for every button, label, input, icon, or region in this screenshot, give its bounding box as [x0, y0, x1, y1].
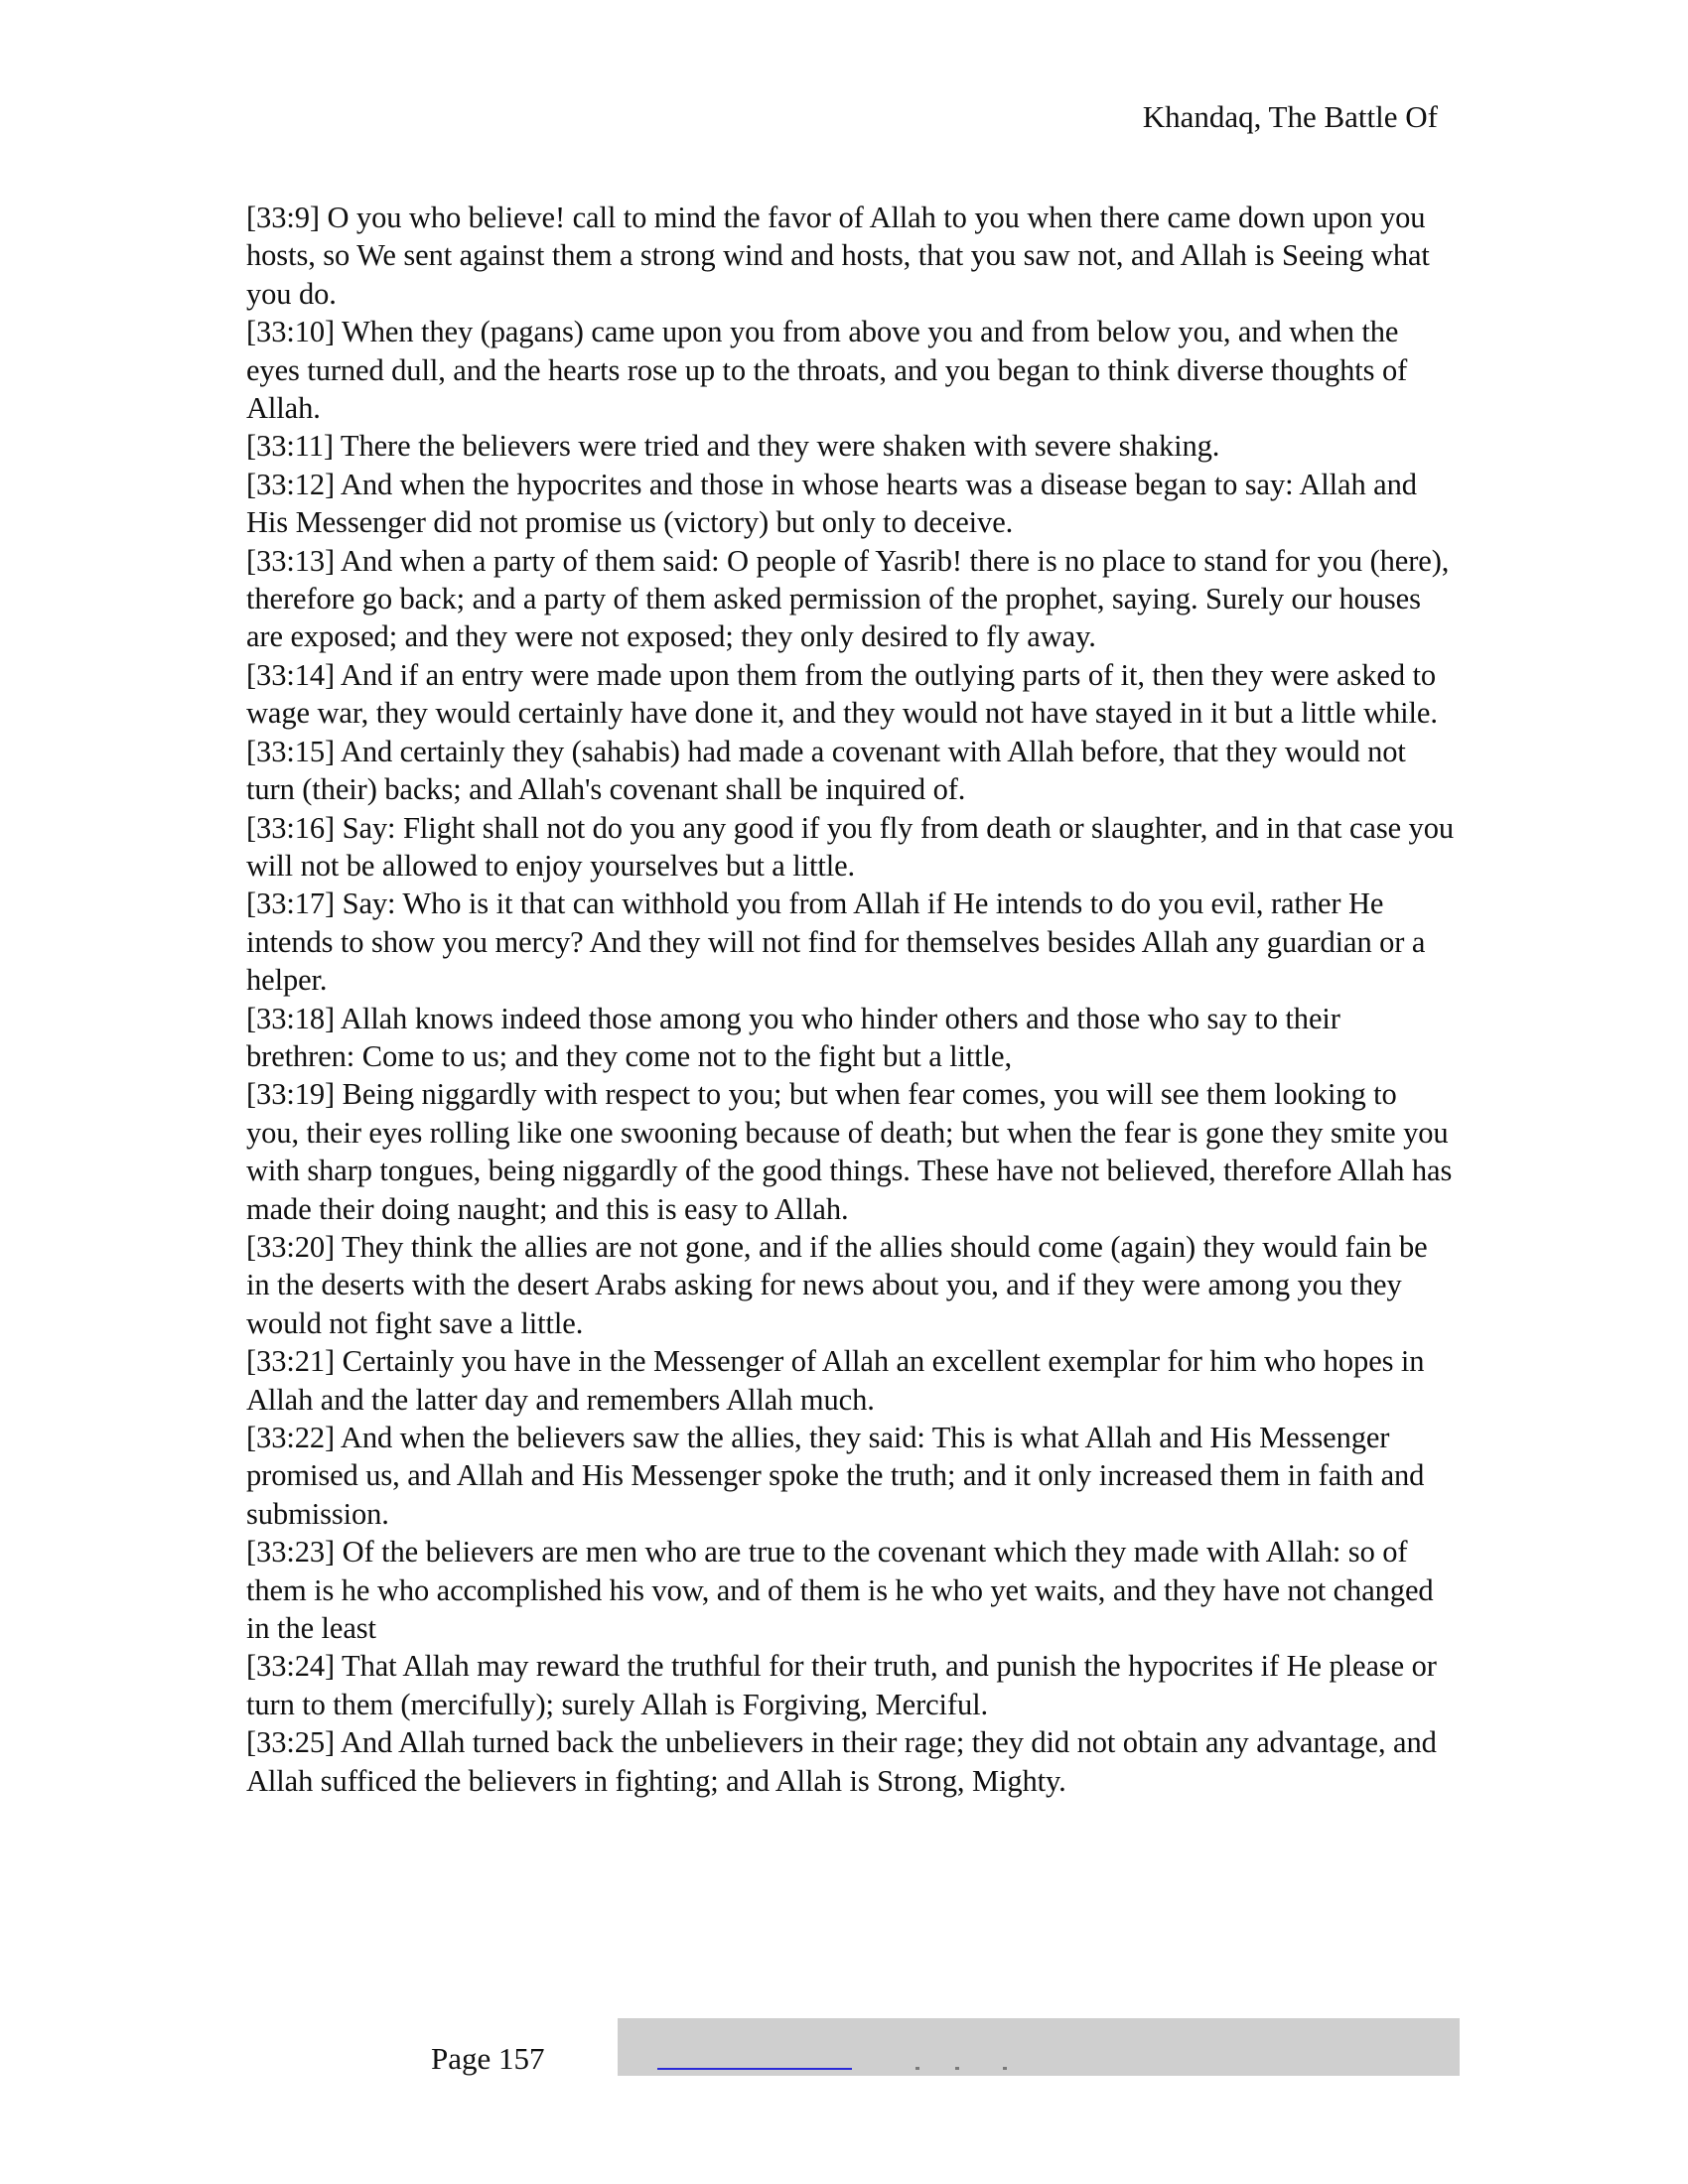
verse-33-25: [33:25] And Allah turned back the unbelievers in their rage; they did not obtain any advantage, and Allah sufficed the believers in fighting; and Allah is Strong, Mighty. [246, 1725, 1437, 1798]
verse-33-16: [33:16] Say: Flight shall not do you any good if you fly from death or slaughter, and in that case you will not be allowed to enjoy yourselves but a little. [246, 810, 1454, 883]
footer-link-underline[interactable] [657, 2068, 852, 2070]
verse-list [246, 199, 1454, 1800]
verse-33-14: [33:14] And if an entry were made upon them from the outlying parts of it, then they were asked to wage war, they would certainly have done it, and they would not have stayed in it but a little while. [246, 657, 1438, 731]
verse-33-9: [33:9] O you who believe! call to mind the favor of Allah to you when there came down upon you hosts, so We sent against them a strong wind and hosts, that you saw not, and Allah is Seeing what you do. [246, 201, 1430, 311]
page-number: Page 157 [431, 2041, 545, 2076]
verse-33-21: [33:21] Certainly you have in the Messenger of Allah an excellent exemplar for him who hopes in Allah and the latter day and remembers Allah much. [246, 1344, 1425, 1417]
verse-33-20: [33:20] They think the allies are not gone, and if the allies should come (again) they would fain be in the deserts with the desert Arabs asking for news about you, and if they were among you they would not fight save a little. [246, 1229, 1428, 1340]
footer-bar [618, 2018, 1460, 2076]
verse-33-13: [33:13] And when a party of them said: O people of Yasrib! there is no place to stand for you (here), therefore go back; and a party of them asked permission of the prophet, saying. Surely our houses are exposed; and they were not exposed; they only desired to fly away. [246, 543, 1450, 654]
running-header-title: Khandaq, The Battle Of [1142, 99, 1438, 134]
verse-33-24: [33:24] That Allah may reward the truthful for their truth, and punish the hypocrites if He please or turn to them (mercifully); surely Allah is Forgiving, Merciful. [246, 1649, 1437, 1721]
verse-33-17: [33:17] Say: Who is it that can withhold you from Allah if He intends to do you evil, rather He intends to show you mercy? And they will not find for themselves besides Allah any guardian or a helper. [246, 887, 1426, 998]
verse-33-11: [33:11] There the believers were tried and they were shaken with severe shaking. [246, 429, 1220, 464]
verse-33-10: [33:10] When they (pagans) came upon you from above you and from below you, and when the eyes turned dull, and the hearts rose up to the throats, and you began to think diverse thoughts of Allah. [246, 315, 1408, 426]
verse-33-12: [33:12] And when the hypocrites and those in whose hearts was a disease began to say: Allah and His Messenger did not promise us (victory) but only to deceive. [246, 467, 1417, 540]
verse-33-23: [33:23] Of the believers are men who are true to the covenant which they made with Allah: so of them is he who accomplished his vow, and of them is he who yet waits, and they have not changed in the least [246, 1535, 1434, 1646]
footer-text-fragment [1003, 2067, 1007, 2070]
verse-33-18: [33:18] Allah knows indeed those among you who hinder others and those who say to their brethren: Come to us; and they come not to the fight but a little, [246, 1001, 1340, 1073]
verse-33-19: [33:19] Being niggardly with respect to you; but when fear comes, you will see them looking to you, their eyes rolling like one swooning because of death; but when the fear is gone they smite you with sharp tongues, being niggardly of the good things. These have not believed, therefore Allah has made their doing naught; and this is easy to Allah. [246, 1077, 1453, 1226]
verse-33-15: [33:15] And certainly they (sahabis) had made a covenant with Allah before, that they would not turn (their) backs; and Allah's covenant shall be inquired of. [246, 734, 1406, 807]
footer-text-fragment [955, 2067, 959, 2070]
footer-text-fragment [915, 2067, 919, 2070]
verse-33-22: [33:22] And when the believers saw the allies, they said: This is what Allah and His Messenger promised us, and Allah and His Messenger spoke the truth; and it only increased them in faith and submission. [246, 1421, 1425, 1531]
